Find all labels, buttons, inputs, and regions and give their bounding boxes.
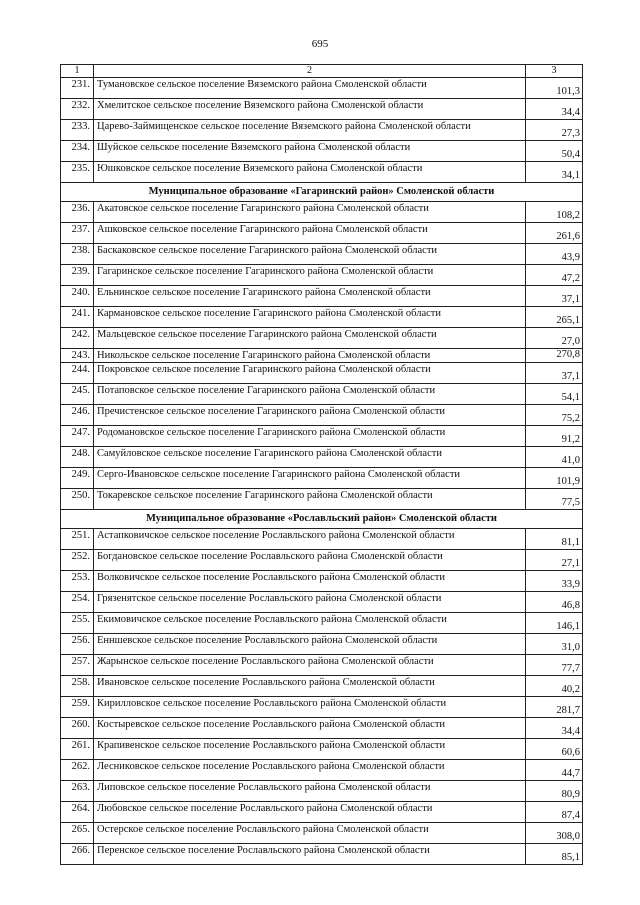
allocation-value: 27,1 <box>526 550 583 571</box>
row-number: 237. <box>61 223 94 244</box>
settlement-name: Шуйское сельское поселение Вяземского района Смоленской области <box>94 141 526 162</box>
allocation-value: 75,2 <box>526 405 583 426</box>
settlement-name: Самуйловское сельское поселение Гагаринского района Смоленской области <box>94 447 526 468</box>
row-number: 257. <box>61 655 94 676</box>
row-number: 243. <box>61 349 94 363</box>
row-number: 247. <box>61 426 94 447</box>
allocation-value: 146,1 <box>526 613 583 634</box>
table-row <box>61 739 583 760</box>
table-row <box>61 529 583 550</box>
settlement-name: Ельнинское сельское поселение Гагаринского района Смоленской области <box>94 286 526 307</box>
table-row <box>61 99 583 120</box>
table-row <box>61 634 583 655</box>
settlement-name: Юшковское сельское поселение Вяземского района Смоленской области <box>94 162 526 183</box>
allocation-value: 85,1 <box>526 844 583 865</box>
table-row <box>61 141 583 162</box>
settlement-name: Никольское сельское поселение Гагаринского района Смоленской области <box>94 349 526 363</box>
settlement-name: Енншевское сельское поселение Рославльского района Смоленской области <box>94 634 526 655</box>
allocation-value: 91,2 <box>526 426 583 447</box>
column-header-2: 2 <box>94 65 526 78</box>
section-title: Муниципальное образование «Гагаринский район» Смоленской области <box>61 183 583 202</box>
allocation-value: 87,4 <box>526 802 583 823</box>
allocation-value: 31,0 <box>526 634 583 655</box>
row-number: 251. <box>61 529 94 550</box>
table-row <box>61 468 583 489</box>
row-number: 241. <box>61 307 94 328</box>
table-row <box>61 697 583 718</box>
settlement-name: Жарынское сельское поселение Рославльского района Смоленской области <box>94 655 526 676</box>
settlement-name: Костыревское сельское поселение Рославльского района Смоленской области <box>94 718 526 739</box>
settlement-name: Потаповское сельское поселение Гагаринского района Смоленской области <box>94 384 526 405</box>
row-number: 240. <box>61 286 94 307</box>
row-number: 232. <box>61 99 94 120</box>
table-row <box>61 162 583 183</box>
row-number: 248. <box>61 447 94 468</box>
settlement-name: Богдановское сельское поселение Рославльского района Смоленской области <box>94 550 526 571</box>
settlement-name: Ивановское сельское поселение Рославльского района Смоленской области <box>94 676 526 697</box>
table-row <box>61 655 583 676</box>
table-row <box>61 489 583 510</box>
table-row <box>61 550 583 571</box>
table-row <box>61 202 583 223</box>
settlement-name: Тумановское сельское поселение Вяземского района Смоленской области <box>94 78 526 99</box>
row-number: 254. <box>61 592 94 613</box>
allocation-value: 47,2 <box>526 265 583 286</box>
settlement-name: Пречистенское сельское поселение Гагаринского района Смоленской области <box>94 405 526 426</box>
allocation-value: 33,9 <box>526 571 583 592</box>
row-number: 231. <box>61 78 94 99</box>
allocation-value: 46,8 <box>526 592 583 613</box>
table-row <box>61 760 583 781</box>
table-row <box>61 613 583 634</box>
settlement-name: Липовское сельское поселение Рославльского района Смоленской области <box>94 781 526 802</box>
row-number: 265. <box>61 823 94 844</box>
allocation-value: 27,0 <box>526 328 583 349</box>
settlement-name: Гагаринское сельское поселение Гагаринского района Смоленской области <box>94 265 526 286</box>
allocation-value: 41,0 <box>526 447 583 468</box>
table-row <box>61 286 583 307</box>
row-number: 263. <box>61 781 94 802</box>
allocation-value: 34,1 <box>526 162 583 183</box>
settlement-name: Кирилловское сельское поселение Рославльского района Смоленской области <box>94 697 526 718</box>
section-title: Муниципальное образование «Рославльский район» Смоленской области <box>61 510 583 529</box>
table-row <box>61 802 583 823</box>
table-row <box>61 363 583 384</box>
allocation-value: 77,5 <box>526 489 583 510</box>
allocation-value: 40,2 <box>526 676 583 697</box>
table-row <box>61 781 583 802</box>
settlement-name: Крапивенское сельское поселение Рославльского района Смоленской области <box>94 739 526 760</box>
allocation-value: 34,4 <box>526 99 583 120</box>
row-number: 261. <box>61 739 94 760</box>
allocation-value: 27,3 <box>526 120 583 141</box>
table-row <box>61 307 583 328</box>
column-header-row <box>61 65 583 78</box>
section-header-row <box>61 510 583 529</box>
table-row <box>61 844 583 865</box>
allocation-value: 101,9 <box>526 468 583 489</box>
row-number: 258. <box>61 676 94 697</box>
table-row <box>61 426 583 447</box>
allocation-value: 281,7 <box>526 697 583 718</box>
row-number: 262. <box>61 760 94 781</box>
allocation-value: 34,4 <box>526 718 583 739</box>
allocation-value: 43,9 <box>526 244 583 265</box>
data-table <box>60 64 583 865</box>
allocation-value: 60,6 <box>526 739 583 760</box>
row-number: 255. <box>61 613 94 634</box>
row-number: 246. <box>61 405 94 426</box>
settlement-name: Серго-Ивановское сельское поселение Гагаринского района Смоленской области <box>94 468 526 489</box>
row-number: 234. <box>61 141 94 162</box>
table-row <box>61 405 583 426</box>
table-row <box>61 349 583 363</box>
settlement-name: Лесниковское сельское поселение Рославльского района Смоленской области <box>94 760 526 781</box>
settlement-name: Екимовичское сельское поселение Рославльского района Смоленской области <box>94 613 526 634</box>
allocation-value: 54,1 <box>526 384 583 405</box>
column-header-1: 1 <box>61 65 94 78</box>
allocation-value: 265,1 <box>526 307 583 328</box>
settlement-name: Грязенятское сельское поселение Рославльского района Смоленской области <box>94 592 526 613</box>
row-number: 245. <box>61 384 94 405</box>
table-row <box>61 265 583 286</box>
settlement-name: Перенское сельское поселение Рославльского района Смоленской области <box>94 844 526 865</box>
row-number: 253. <box>61 571 94 592</box>
allocation-value: 44,7 <box>526 760 583 781</box>
allocation-value: 77,7 <box>526 655 583 676</box>
settlement-name: Царево-Займищенское сельское поселение Вяземского района Смоленской области <box>94 120 526 141</box>
allocation-value: 37,1 <box>526 286 583 307</box>
table-row <box>61 592 583 613</box>
table-row <box>61 823 583 844</box>
row-number: 252. <box>61 550 94 571</box>
section-header-row <box>61 183 583 202</box>
allocation-value: 81,1 <box>526 529 583 550</box>
settlement-name: Хмелитское сельское поселение Вяземского района Смоленской области <box>94 99 526 120</box>
allocation-value: 261,6 <box>526 223 583 244</box>
row-number: 256. <box>61 634 94 655</box>
row-number: 238. <box>61 244 94 265</box>
table-row <box>61 384 583 405</box>
allocation-value: 308,0 <box>526 823 583 844</box>
row-number: 233. <box>61 120 94 141</box>
allocation-value: 80,9 <box>526 781 583 802</box>
row-number: 249. <box>61 468 94 489</box>
table-row <box>61 78 583 99</box>
settlement-name: Мальцевское сельское поселение Гагаринского района Смоленской области <box>94 328 526 349</box>
column-header-3: 3 <box>526 65 583 78</box>
row-number: 236. <box>61 202 94 223</box>
row-number: 264. <box>61 802 94 823</box>
settlement-name: Покровское сельское поселение Гагаринского района Смоленской области <box>94 363 526 384</box>
row-number: 244. <box>61 363 94 384</box>
row-number: 260. <box>61 718 94 739</box>
allocation-value: 270,8 <box>526 349 583 363</box>
settlement-name: Акатовское сельское поселение Гагаринского района Смоленской области <box>94 202 526 223</box>
allocation-value: 50,4 <box>526 141 583 162</box>
table-row <box>61 447 583 468</box>
table-row <box>61 718 583 739</box>
row-number: 259. <box>61 697 94 718</box>
settlement-name: Кармановское сельское поселение Гагаринского района Смоленской области <box>94 307 526 328</box>
page-number: 695 <box>311 38 329 50</box>
settlement-name: Любовское сельское поселение Рославльского района Смоленской области <box>94 802 526 823</box>
table-row <box>61 328 583 349</box>
row-number: 250. <box>61 489 94 510</box>
table-row <box>61 120 583 141</box>
settlement-name: Остерское сельское поселение Рославльского района Смоленской области <box>94 823 526 844</box>
row-number: 266. <box>61 844 94 865</box>
row-number: 235. <box>61 162 94 183</box>
settlement-name: Токаревское сельское поселение Гагаринского района Смоленской области <box>94 489 526 510</box>
allocation-value: 108,2 <box>526 202 583 223</box>
settlement-name: Ашковское сельское поселение Гагаринского района Смоленской области <box>94 223 526 244</box>
allocation-value: 101,3 <box>526 78 583 99</box>
table-row <box>61 571 583 592</box>
settlement-name: Астапковичское сельское поселение Рославльского района Смоленской области <box>94 529 526 550</box>
settlement-name: Баскаковское сельское поселение Гагаринского района Смоленской области <box>94 244 526 265</box>
settlement-name: Волковичское сельское поселение Рославльского района Смоленской области <box>94 571 526 592</box>
row-number: 242. <box>61 328 94 349</box>
table-row <box>61 244 583 265</box>
allocation-value: 37,1 <box>526 363 583 384</box>
settlement-name: Родомановское сельское поселение Гагаринского района Смоленской области <box>94 426 526 447</box>
row-number: 239. <box>61 265 94 286</box>
table-row <box>61 223 583 244</box>
table-row <box>61 676 583 697</box>
